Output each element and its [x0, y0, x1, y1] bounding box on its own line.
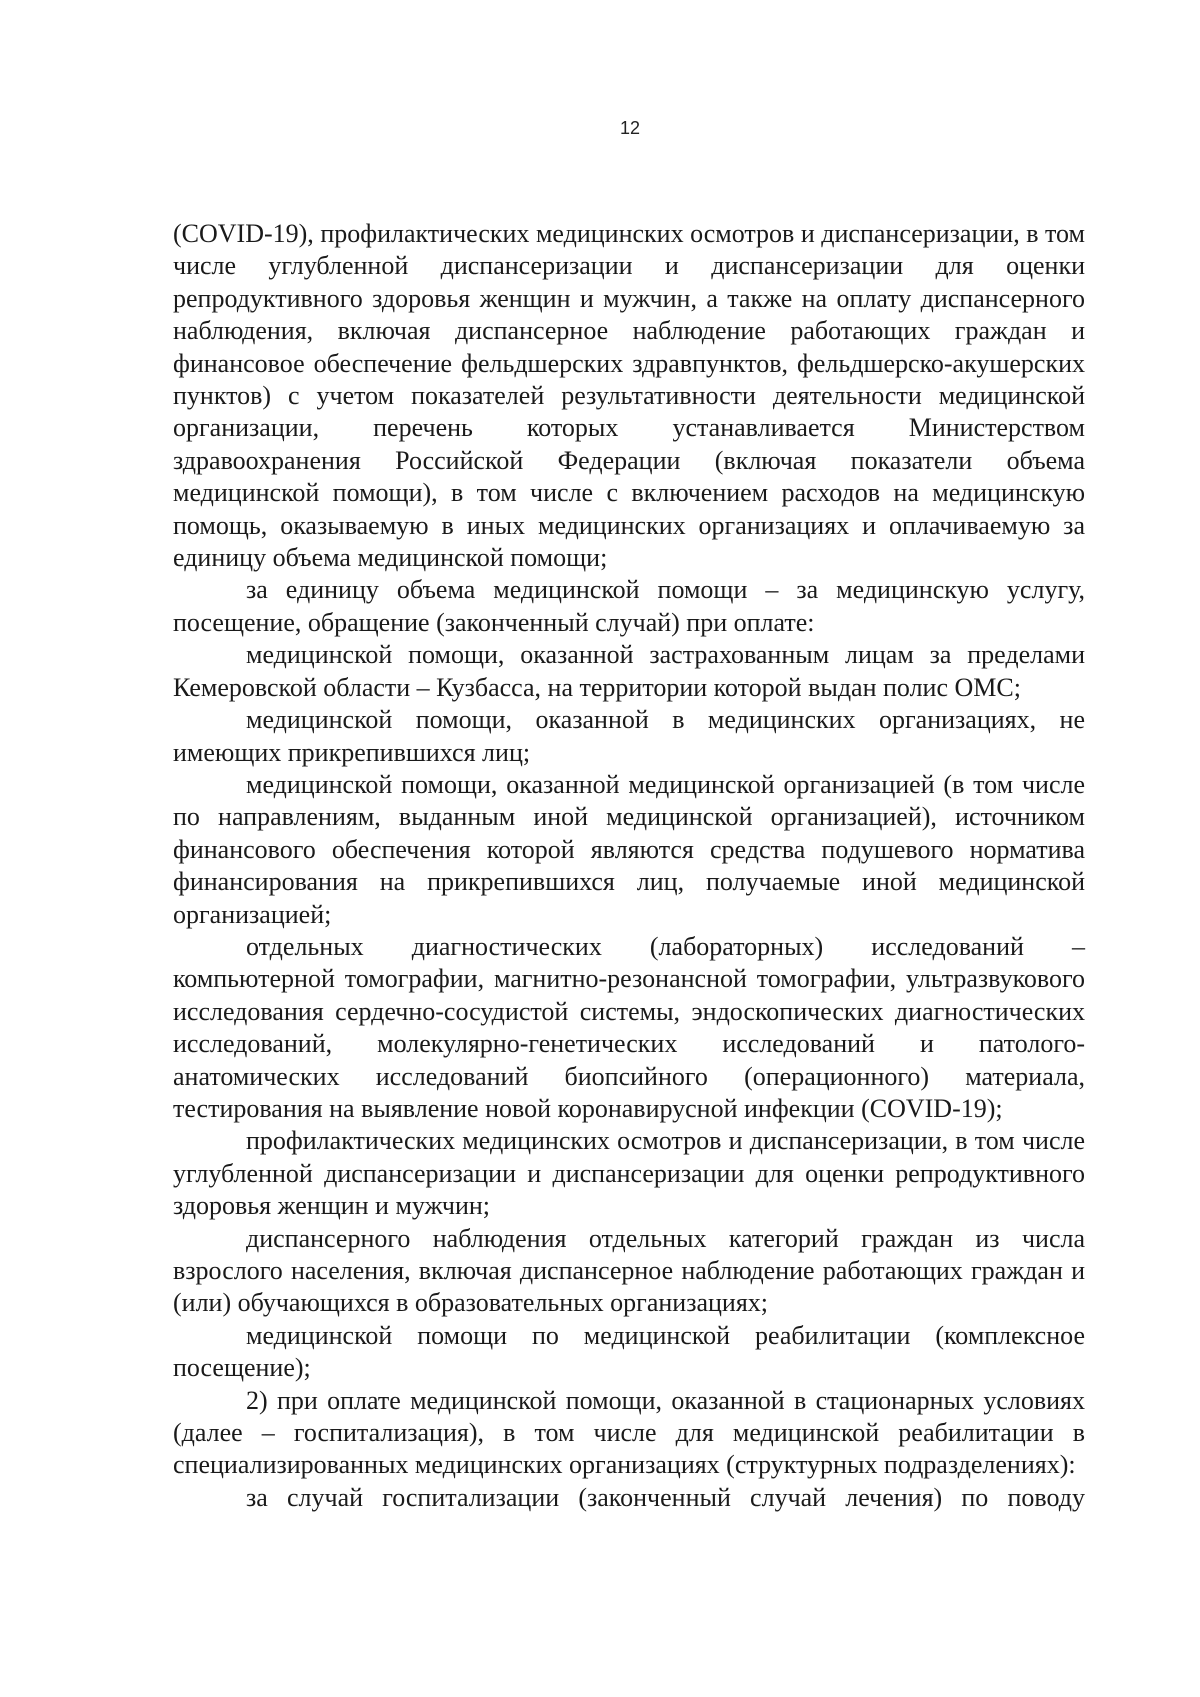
paragraph-preventive-exams: профилактических медицинских осмотров и диспансеризации, в том числе углубленной диспансеризации и диспансеризации для оценки репродуктивного здоровья женщин и мужчин;	[173, 1126, 1085, 1221]
paragraph-diagnostics: отдельных диагностических (лабораторных) исследований – компьютерной томографии, магнитно-резонансной томографии, ультразвукового исследования сердечно-сосудистой системы, эндоскопических диагностических исследований, молекулярно-генетических исследований и патолого-анатомических исследований биопсийного (операционного) материала, тестирования на выявление новой коронавирусной инфекции (COVID-19);	[173, 931, 1085, 1123]
paragraph-continuation: (COVID-19), профилактических медицинских осмотров и диспансеризации, в том числе углубленной диспансеризации и диспансеризации для оценки репродуктивного здоровья женщин и мужчин, а также на оплату диспансерного наблюдения, включая диспансерное наблюдение работающих граждан и финансовое обеспечение фельдшерских здравпунктов, фельдшерско-акушерских пунктов) с учетом показателей результативности деятельности медицинской организации, перечень которых устанавливается Министерством здравоохранения Российской Федерации (включая показатели объема медицинской помощи), в том числе с включением расходов на медицинскую помощь, оказываемую в иных медицинских организациях и оплачиваемую за единицу объема медицинской помощи;	[173, 219, 1085, 573]
paragraph-referrals: медицинской помощи, оказанной медицинской организацией (в том числе по направлениям, выданным иной медицинской организацией), источником финансового обеспечения которой являются средства подушевого норматива финансирования на прикрепившихся лиц, получаемые иной медицинской организацией;	[173, 769, 1085, 929]
page-number: 12	[619, 118, 641, 138]
paragraph-rehabilitation: медицинской помощи по медицинской реабилитации (комплексное посещение);	[173, 1320, 1085, 1383]
paragraph-hospitalization-case: за случай госпитализации (законченный случай лечения) по поводу	[246, 1482, 1085, 1512]
paragraph-unit-of-volume: за единицу объема медицинской помощи – за медицинскую услугу, посещение, обращение (законченный случай) при оплате:	[173, 575, 1085, 637]
paragraph-no-attached: медицинской помощи, оказанной в медицинских организациях, не имеющих прикрепившихся лиц;	[173, 705, 1085, 767]
paragraph-inpatient-care: 2) при оплате медицинской помощи, оказанной в стационарных условиях (далее – госпитализация), в том числе для медицинской реабилитации в специализированных медицинских организациях (структурных подразделениях):	[173, 1385, 1085, 1480]
paragraph-outside-region: медицинской помощи, оказанной застрахованным лицам за пределами Кемеровской области – Кузбасса, на территории которой выдан полис ОМС;	[173, 640, 1085, 702]
paragraph-dispensary-observation: диспансерного наблюдения отдельных категорий граждан из числа взрослого населения, включая диспансерное наблюдение работающих граждан и (или) обучающихся в образовательных организациях;	[173, 1223, 1085, 1318]
document-body	[173, 218, 1085, 1514]
